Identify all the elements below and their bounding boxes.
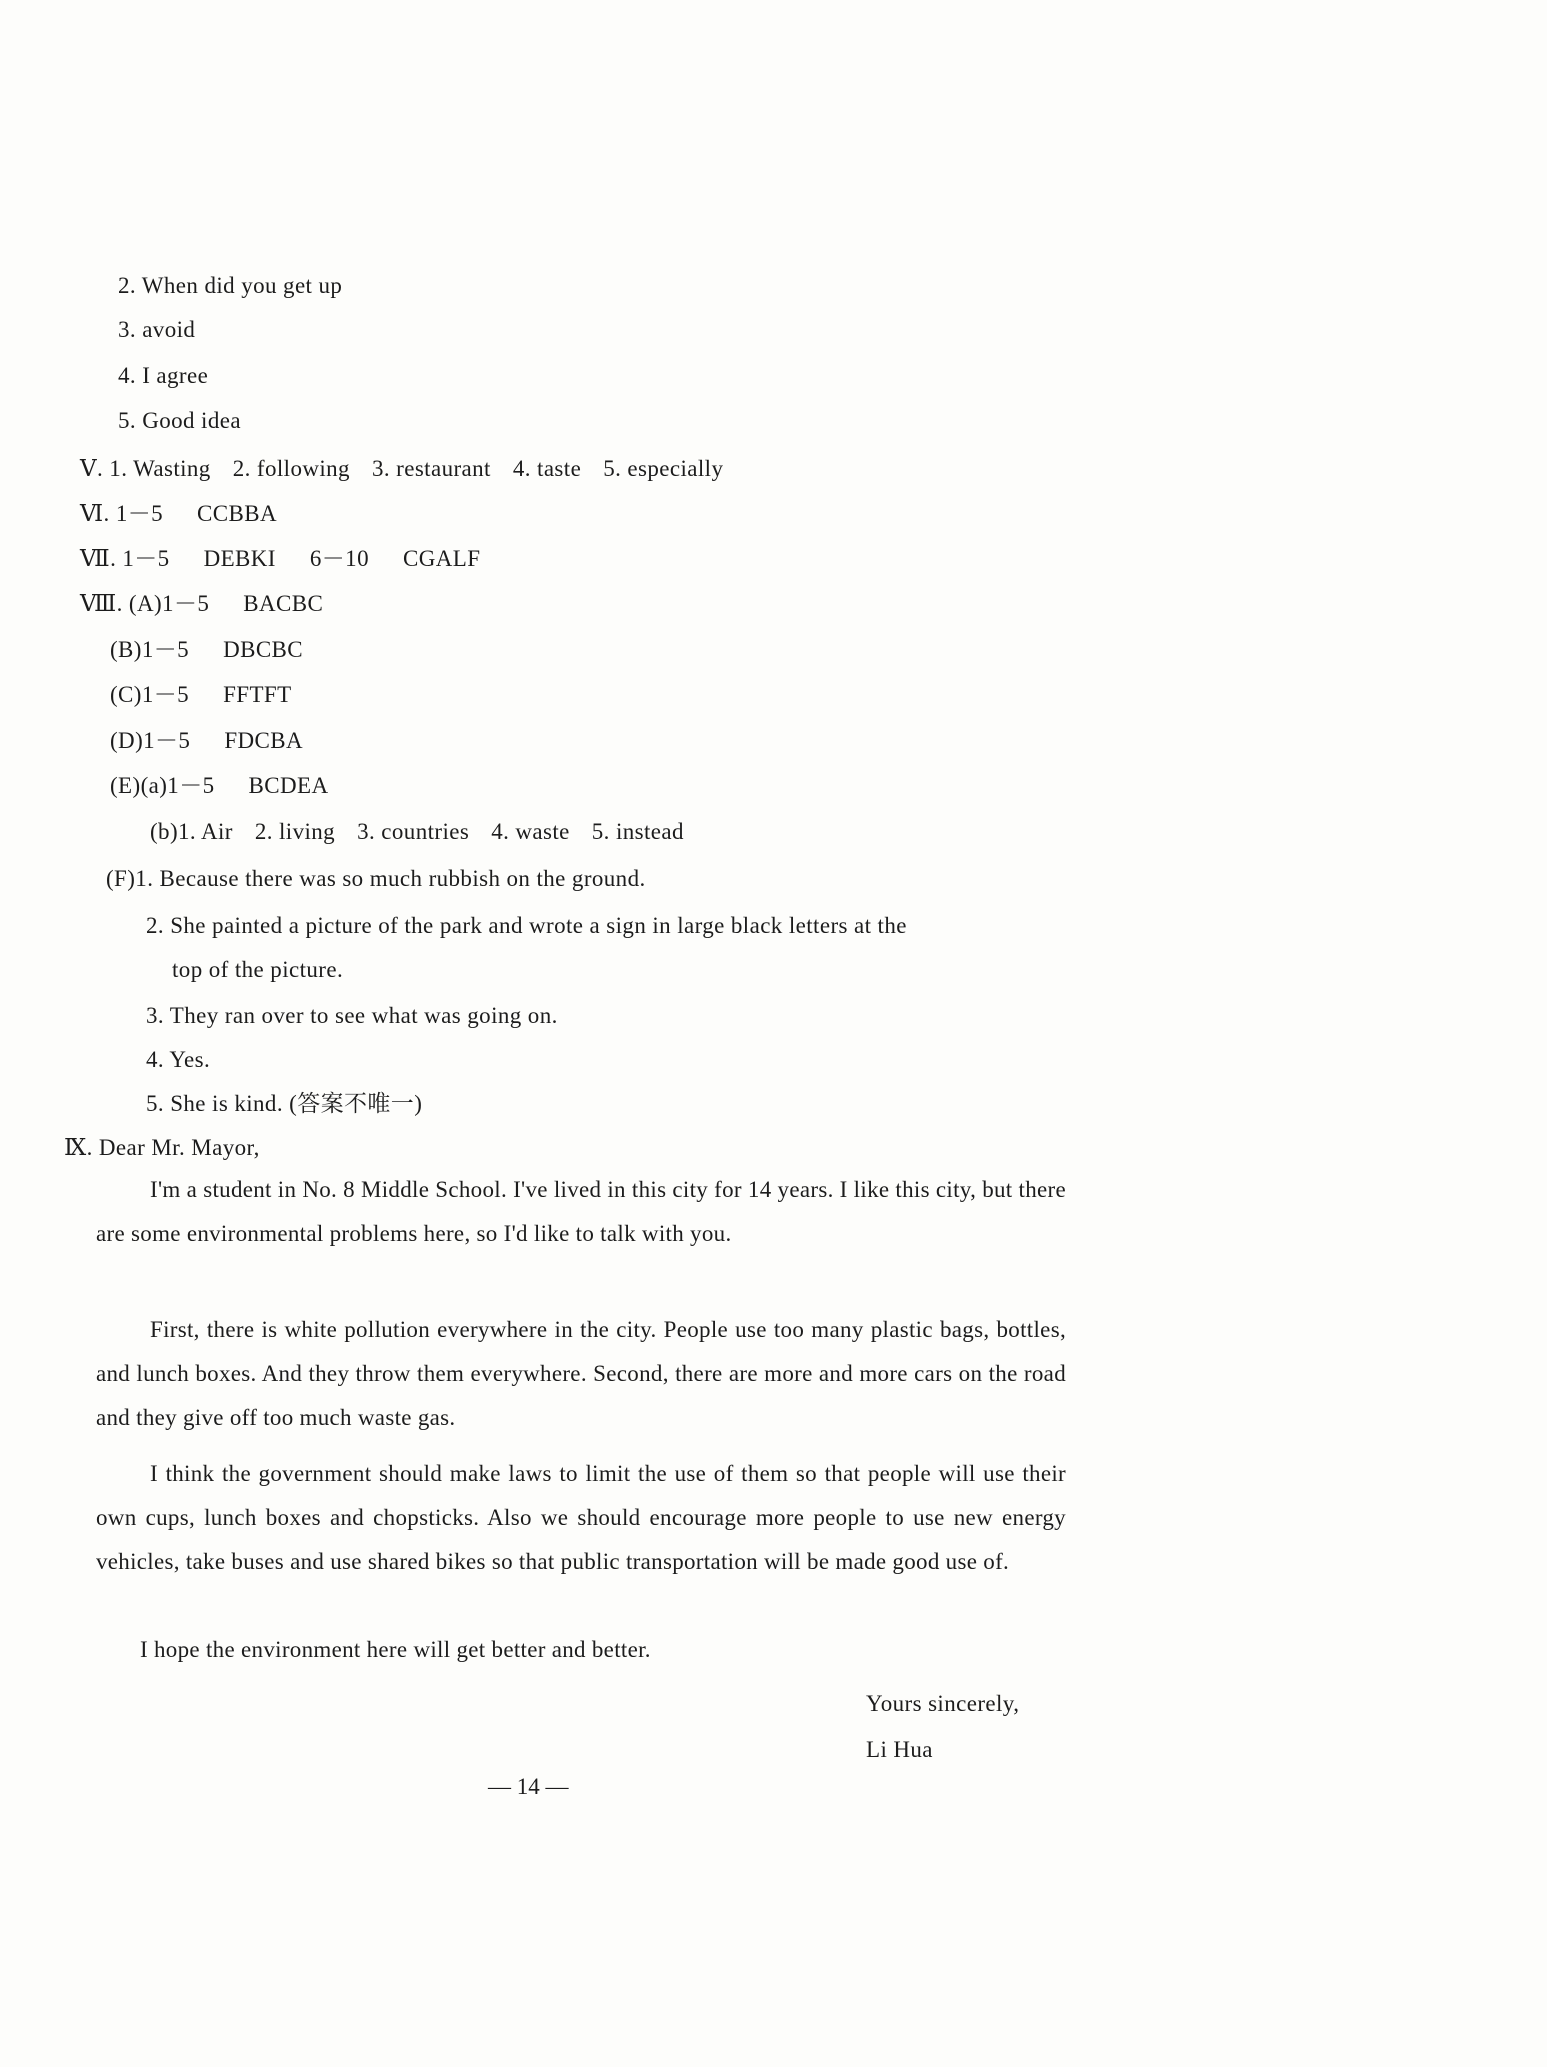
section-vii-range-2: 6－10: [309, 546, 369, 571]
letter-salutation: Ⅸ. Dear Mr. Mayor,: [64, 1135, 260, 1160]
page-number: — 14 —: [488, 1774, 569, 1799]
section-vii-answers-1: DEBKI: [203, 546, 276, 571]
letter-paragraph-4: I hope the environment here will get better and better.: [140, 1637, 651, 1662]
section-viii-e: [110, 772, 328, 800]
letter-closing: Yours sincerely,: [866, 1691, 1020, 1716]
section-viii-e-range: (E)(a)1－5: [110, 773, 215, 798]
section-v: [80, 455, 723, 483]
section-vi-range: Ⅵ. 1－5: [80, 501, 164, 526]
letter-paragraph-1: I'm a student in No. 8 Middle School. I've lived in this city for 14 years. I like this city, but there are some environmental problems here, so I'd like to talk with you.: [96, 1177, 1067, 1246]
section-v-item-3: 3. restaurant: [371, 456, 491, 481]
letter-paragraph-3: I think the government should make laws to limit the use of them so that people will use their own cups, lunch boxes and chopsticks. Also we should encourage more people to use new energy vehicles, take buses and use shared bikes so that public transportation will be made good use of.: [96, 1461, 1066, 1574]
section-viii-e-b-item-5: 5. instead: [591, 819, 684, 844]
section-viii-e-b-item-3: 3. countries: [357, 819, 470, 844]
section-viii-f-2b: top of the picture.: [172, 957, 344, 982]
section-viii-c-range: (C)1－5: [110, 682, 190, 707]
section-viii-a: [80, 590, 323, 618]
section-viii-b: [110, 636, 303, 664]
section-viii-a-range: Ⅷ. (A)1－5: [80, 591, 210, 616]
section-viii-f-5: 5. She is kind. (答案不唯一): [146, 1091, 423, 1116]
section-viii-c: [110, 681, 292, 709]
section-viii-b-range: (B)1－5: [110, 637, 190, 662]
section-viii-d: [110, 727, 303, 755]
q4-2: 2. When did you get up: [118, 273, 343, 298]
section-vii-range-1: Ⅶ. 1－5: [80, 546, 170, 571]
section-viii-f-3: 3. They ran over to see what was going on.: [146, 1003, 558, 1028]
section-viii-d-answers: FDCBA: [224, 728, 304, 753]
letter-signature: Li Hua: [866, 1737, 933, 1762]
section-vi-answers: CCBBA: [197, 501, 278, 526]
section-viii-e-b-item-4: 4. waste: [491, 819, 570, 844]
letter-paragraph-2: First, there is white pollution everywhere in the city. People use too many plastic bags, bottles, and lunch boxes. And they throw them everywhere. Second, there are more and more cars on the road and they give off too much waste gas.: [96, 1317, 1066, 1430]
section-viii-c-answers: FFTFT: [223, 682, 292, 707]
section-vi: [80, 500, 277, 528]
q4-4: 4. I agree: [118, 363, 209, 388]
section-viii-e-b-item-1: (b)1. Air: [150, 819, 233, 844]
section-vii-answers-2: CGALF: [402, 546, 481, 571]
section-viii-e-b-item-2: 2. living: [254, 819, 336, 844]
q4-5: 5. Good idea: [118, 408, 241, 433]
section-viii-a-answers: BACBC: [243, 591, 324, 616]
section-viii-e-b: [150, 818, 684, 846]
section-viii-f-1: (F)1. Because there was so much rubbish on the ground.: [106, 866, 646, 891]
section-v-item-4: 4. taste: [512, 456, 582, 481]
q4-3: 3. avoid: [118, 317, 196, 342]
section-viii-d-range: (D)1－5: [110, 728, 191, 753]
section-v-item-2: 2. following: [232, 456, 350, 481]
section-v-item-5: 5. especially: [603, 456, 724, 481]
section-viii-e-answers: BCDEA: [248, 773, 329, 798]
section-viii-f-2a: 2. She painted a picture of the park and wrote a sign in large black letters at the: [146, 913, 907, 938]
section-v-item-1: Ⅴ. 1. Wasting: [80, 456, 211, 481]
section-viii-b-answers: DBCBC: [223, 637, 304, 662]
section-viii-f-4: 4. Yes.: [146, 1047, 211, 1072]
section-vii: [80, 545, 480, 573]
